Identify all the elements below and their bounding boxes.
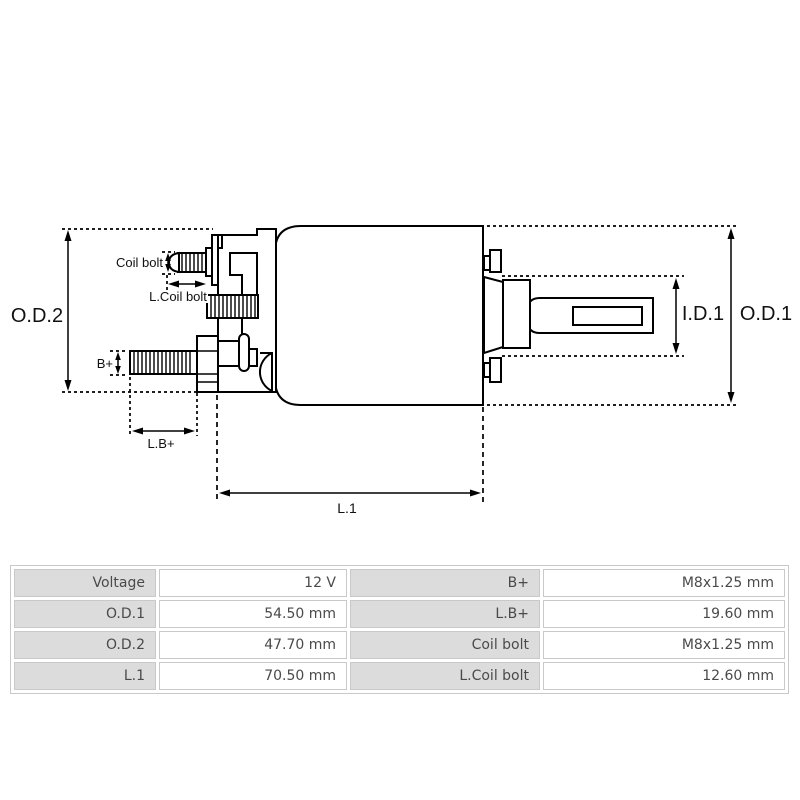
- dimension-id1: [673, 278, 725, 354]
- spec-label-l-b-plus: L.B+: [350, 600, 540, 628]
- spec-value-l1: 70.50 mm: [159, 662, 347, 690]
- l1-label: L.1: [337, 500, 357, 516]
- table-row: [14, 600, 785, 628]
- l-b-plus-label: L.B+: [147, 436, 175, 451]
- solenoid-body: [275, 226, 483, 405]
- spec-label-od2: O.D.2: [14, 631, 156, 659]
- spec-value-l-b-plus: 19.60 mm: [543, 600, 785, 628]
- spec-value-voltage: 12 V: [159, 569, 347, 597]
- dimension-od2: [11, 230, 72, 391]
- spec-value-od1: 54.50 mm: [159, 600, 347, 628]
- dimension-l-b-plus: [132, 428, 195, 452]
- spec-label-l-coil-bolt: L.Coil bolt: [350, 662, 540, 690]
- spec-value-b-plus: M8x1.25 mm: [543, 569, 785, 597]
- l-coil-bolt-label: L.Coil bolt: [149, 289, 207, 304]
- coil-bolt-label: Coil bolt: [116, 255, 163, 270]
- spec-value-od2: 47.70 mm: [159, 631, 347, 659]
- spec-label-l1: L.1: [14, 662, 156, 690]
- dimension-b-plus: [97, 352, 121, 374]
- spec-label-voltage: Voltage: [14, 569, 156, 597]
- dimension-coil-bolt: [116, 253, 171, 272]
- spec-value-coil-bolt: M8x1.25 mm: [543, 631, 785, 659]
- od1-label: O.D.1: [739, 303, 793, 325]
- shaft-slot: [573, 307, 642, 325]
- b-plus-label: B+: [96, 356, 113, 371]
- dimension-l1: [219, 490, 481, 517]
- dimension-od1: [728, 228, 793, 403]
- spec-label-od1: O.D.1: [14, 600, 156, 628]
- od2-label: O.D.2: [10, 305, 64, 327]
- spec-label-coil-bolt: Coil bolt: [350, 631, 540, 659]
- id1-label: I.D.1: [681, 303, 725, 325]
- plunger-flange: [503, 280, 530, 348]
- table-row: [14, 662, 785, 690]
- coil-stud: [207, 295, 258, 318]
- coil-bolt-terminal: [169, 235, 218, 285]
- spec-table: [10, 565, 789, 694]
- dimension-l-coil-bolt: [148, 281, 208, 305]
- table-row: [14, 569, 785, 597]
- plunger-assembly: [484, 250, 653, 382]
- table-row: [14, 631, 785, 659]
- spec-value-l-coil-bolt: 12.60 mm: [543, 662, 785, 690]
- spec-label-b-plus: B+: [350, 569, 540, 597]
